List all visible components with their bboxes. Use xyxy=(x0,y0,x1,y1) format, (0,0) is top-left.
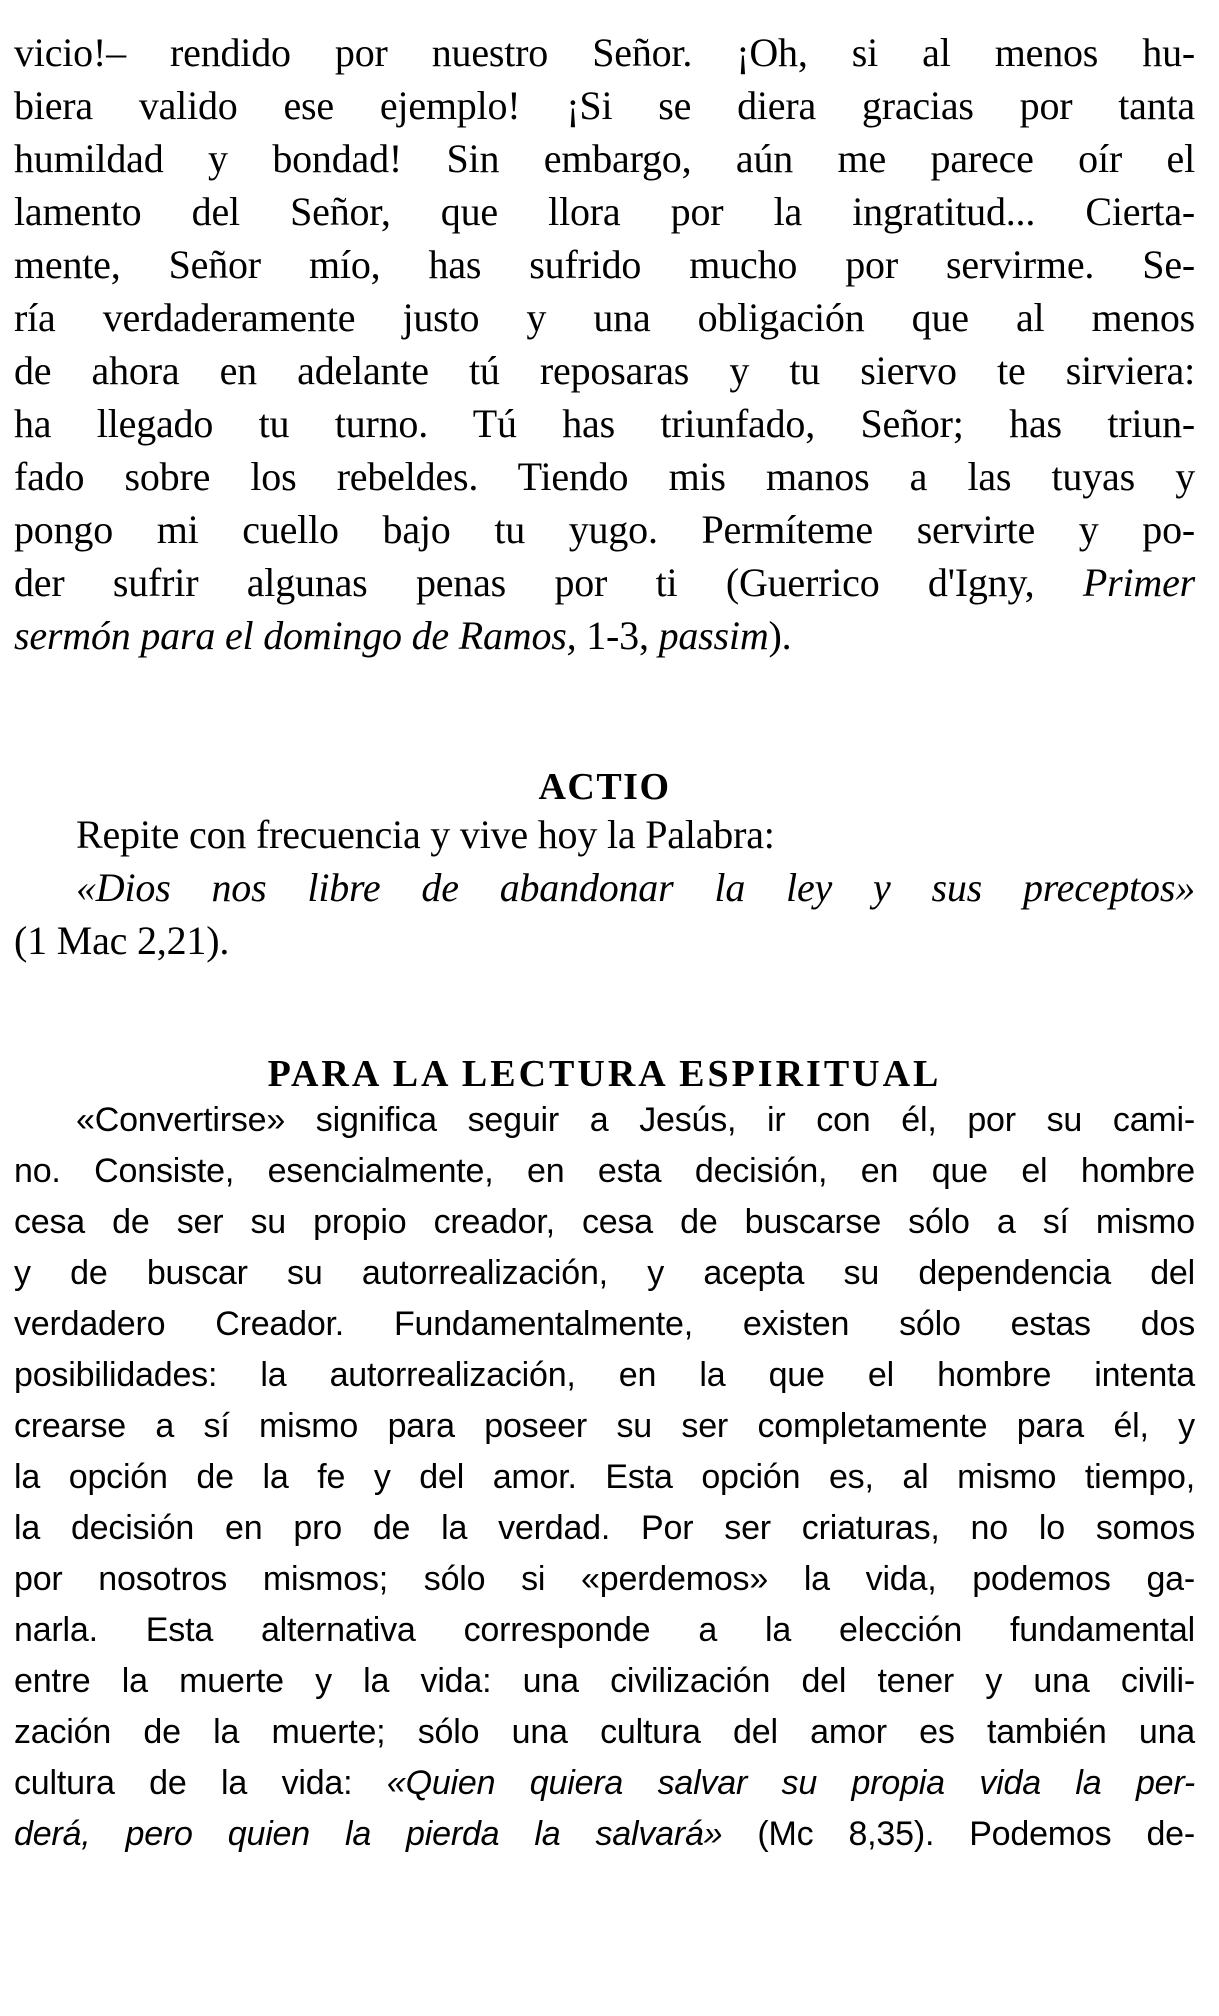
text-line: narla. Esta alternativa corresponde a la elección fundamental xyxy=(14,1611,1195,1649)
text-line: la opción de la fe y del amor. Esta opción es, al mismo tiempo, xyxy=(14,1458,1195,1496)
text-line: lamento del Señor, que llora por la ingratitud... Cierta- xyxy=(14,189,1195,234)
section-heading-actio: ACTIO xyxy=(538,766,671,808)
lead-text: cultura de la vida: xyxy=(14,1764,387,1802)
citation-range: 1-3, xyxy=(576,613,659,658)
text-line: por nosotros mismos; sólo si «perdemos» la vida, podemos ga- xyxy=(14,1560,1195,1598)
gospel-quote-part: derá, pero quien la pierda la salvará» xyxy=(14,1815,723,1853)
paragraph-meditatio xyxy=(14,26,1195,662)
actio-intro-line: Repite con frecuencia y vive hoy la Palabra: xyxy=(76,812,775,857)
text-line: crearse a sí mismo para poseer su ser completamente para él, y xyxy=(14,1407,1195,1445)
text-line xyxy=(14,1758,1195,1809)
text-line: la decisión en pro de la verdad. Por ser criaturas, no lo somos xyxy=(14,1509,1195,1547)
text-line: biera valido ese ejemplo! ¡Si se diera gracias por tanta xyxy=(14,83,1195,128)
text-line: cesa de ser su propio creador, cesa de buscarse sólo a sí mismo xyxy=(14,1203,1195,1241)
text-line: mente, Señor mío, has sufrido mucho por servirme. Se- xyxy=(14,242,1195,287)
text-line: ha llegado tu turno. Tú has triunfado, Señor; has triun- xyxy=(14,401,1195,446)
citation-passim: passim xyxy=(658,613,769,658)
text-line: zación de la muerte; sólo una cultura del amor es también una xyxy=(14,1713,1195,1751)
text-line: verdadero Creador. Fundamentalmente, existen sólo estas dos xyxy=(14,1305,1195,1343)
citation-close: ). xyxy=(768,613,792,658)
text-line: entre la muerte y la vida: una civilización del tener y una civili- xyxy=(14,1662,1195,1700)
text-line: fado sobre los rebeldes. Tiendo mis manos a las tuyas y xyxy=(14,454,1195,499)
text-line: no. Consiste, esencialmente, en esta decisión, en que el hombre xyxy=(14,1152,1195,1190)
section-heading-lectura-espiritual: PARA LA LECTURA ESPIRITUAL xyxy=(267,1053,942,1095)
scripture-reference: (1 Mac 2,21). xyxy=(14,918,230,963)
text-line: vicio!– rendido por nuestro Señor. ¡Oh, si al menos hu- xyxy=(14,30,1195,75)
citation-title-part: sermón para el domingo de Ramos, xyxy=(14,613,577,658)
text-line: «Convertirse» significa seguir a Jesús, ir con él, por su cami- xyxy=(76,1101,1195,1139)
gospel-reference: (Mc 8,35). Podemos de- xyxy=(722,1815,1195,1853)
paragraph-lectura-espiritual xyxy=(14,1095,1195,1860)
text-line: humildad y bondad! Sin embargo, aún me parece oír el xyxy=(14,136,1195,181)
text-line: pongo mi cuello bajo tu yugo. Permíteme servirte y po- xyxy=(14,507,1195,552)
text-line xyxy=(14,556,1195,609)
text-line xyxy=(14,1809,1195,1860)
text-line xyxy=(14,609,1195,662)
text-line: ría verdaderamente justo y una obligación que al menos xyxy=(14,295,1195,340)
scripture-quote-line: «Dios nos libre de abandonar la ley y sus preceptos» xyxy=(76,865,1195,910)
citation-title-part: Primer xyxy=(1082,560,1195,605)
gospel-quote-part: «Quien quiera salvar su propia vida la per- xyxy=(386,1764,1195,1802)
text-line: de ahora en adelante tú reposaras y tu siervo te sirviera: xyxy=(14,348,1195,393)
actio-quote-paragraph xyxy=(14,861,1195,967)
citation-lead: der sufrir algunas penas por ti (Guerrico d'Igny, xyxy=(14,560,1083,605)
text-line: y de buscar su autorrealización, y acepta su dependencia del xyxy=(14,1254,1195,1292)
text-line: posibilidades: la autorrealización, en la que el hombre intenta xyxy=(14,1356,1195,1394)
